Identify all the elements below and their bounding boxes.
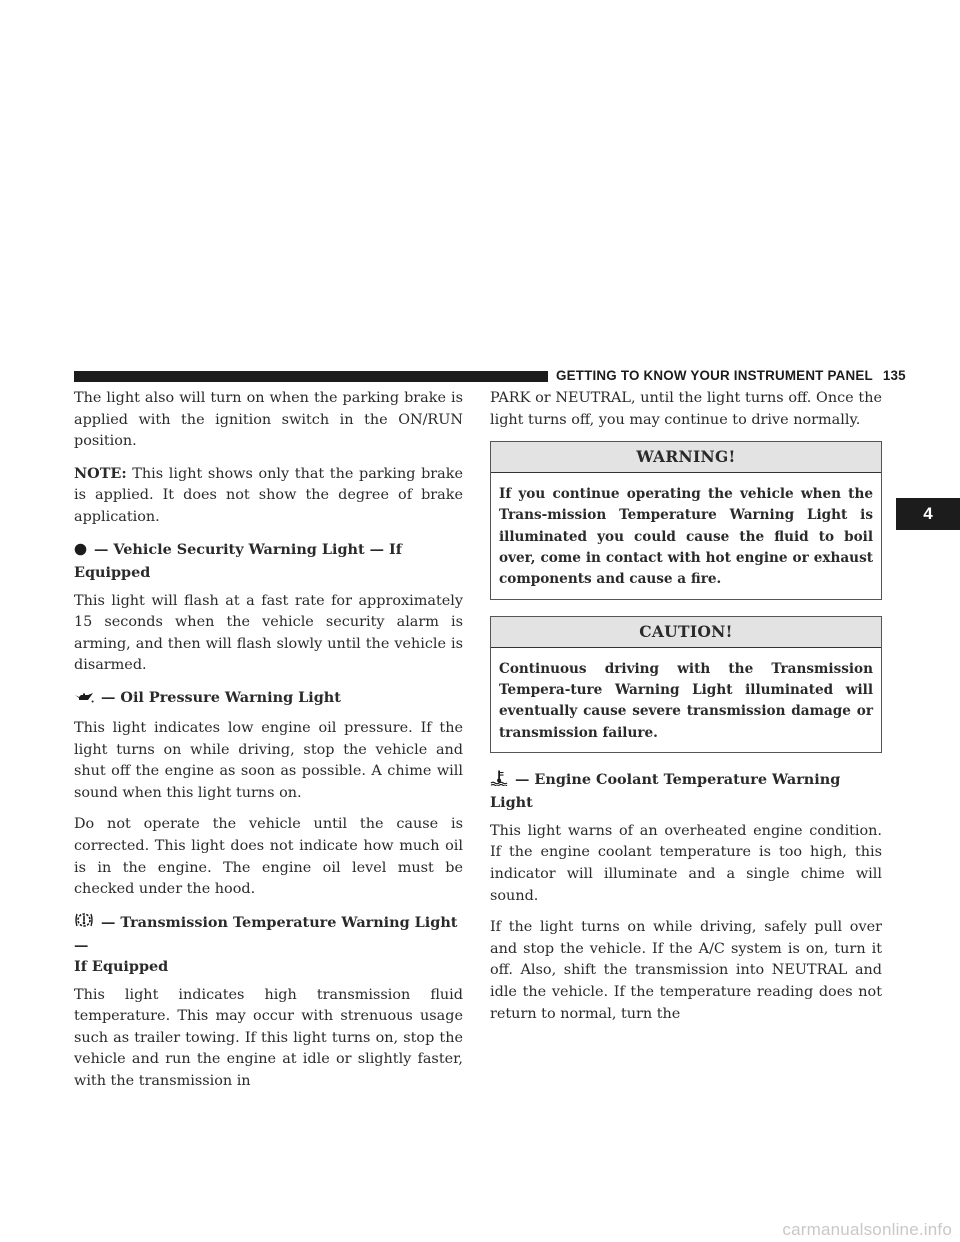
transmission-heading-line1: — Transmission Temperature Warning Light — <box>74 913 458 954</box>
warning-title: WARNING! <box>491 442 881 473</box>
security-paragraph: This light will flash at a fast rate for approximately 15 seconds when the vehicle security alarm is arming, and then will flash slowly until the vehicle is disarmed. <box>74 592 463 674</box>
transmission-temp-icon <box>74 911 94 935</box>
section-title: GETTING TO KNOW YOUR INSTRUMENT PANEL <box>556 368 873 383</box>
chapter-number: 4 <box>923 504 933 523</box>
site-watermark: carmanualsonline.info <box>782 1220 952 1239</box>
coolant-heading-text: — Engine Coolant Temperature Warning Light <box>490 770 841 811</box>
transmission-paragraph: This light indicates high transmission fluid temperature. This may occur with strenuous usage such as trailer towing. If this light turns on, stop the vehicle and run the engine at idle or slightly faster, with the transmission in <box>74 986 463 1090</box>
parking-brake-paragraph: The light also will turn on when the parking brake is applied with the ignition switch in the ON/RUN position. <box>74 390 463 450</box>
coolant-temp-icon <box>490 770 508 792</box>
transmission-heading-line2: If Equipped <box>74 957 169 975</box>
transmission-heading <box>74 911 463 977</box>
oil-can-icon <box>74 689 94 710</box>
security-heading <box>74 539 463 583</box>
right-column <box>490 388 882 1035</box>
coolant-paragraph-1: This light warns of an overheated engine condition. If the engine coolant temperature is too high, this indicator will illuminate and a single chime will sound. <box>490 822 882 904</box>
security-light-icon <box>74 541 87 562</box>
security-heading-text: — Vehicle Security Warning Light — If Equipped <box>74 540 402 581</box>
oil-paragraph-2: Do not operate the vehicle until the cause is corrected. This light does not indicate how much oil is in the engine. The engine oil level must be checked under the hood. <box>74 816 463 898</box>
running-header <box>556 367 906 385</box>
coolant-paragraph-2: If the light turns on while driving, safely pull over and stop the vehicle. If the A/C system is on, turn it off. Also, shift the transmission into NEUTRAL and idle the vehicle. If the temperature reading does not return to normal, turn the <box>490 919 882 1022</box>
coolant-heading <box>490 769 882 813</box>
warning-box <box>490 441 882 599</box>
continuation-paragraph: PARK or NEUTRAL, until the light turns off. Once the light turns off, you may continue to drive normally. <box>490 390 882 428</box>
page-number: 135 <box>882 368 906 383</box>
note-label: NOTE: <box>74 464 127 482</box>
header-rule <box>74 371 548 382</box>
chapter-tab <box>896 498 960 530</box>
caution-box <box>490 616 882 753</box>
oil-paragraph-1: This light indicates low engine oil pressure. If the light turns on while driving, stop the vehicle and shut off the engine as soon as possible. A chime will sound when this light turns on. <box>74 719 463 801</box>
oil-heading-text: — Oil Pressure Warning Light <box>101 688 341 706</box>
note-paragraph <box>74 463 463 529</box>
note-text: This light shows only that the parking brake is applied. It does not show the degree of brake application. <box>74 465 463 525</box>
oil-heading <box>74 687 463 710</box>
warning-text: If you continue operating the vehicle when the Trans-mission Temperature Warning Light is illuminated you could cause the fluid to boil over, come in contact with hot engine or exhaust components and cause a fire. <box>499 486 873 588</box>
caution-text: Continuous driving with the Transmission Tempera-ture Warning Light illuminated will eventually cause severe transmission damage or transmission failure. <box>499 660 873 741</box>
caution-title: CAUTION! <box>491 617 881 648</box>
left-column <box>74 388 463 1103</box>
